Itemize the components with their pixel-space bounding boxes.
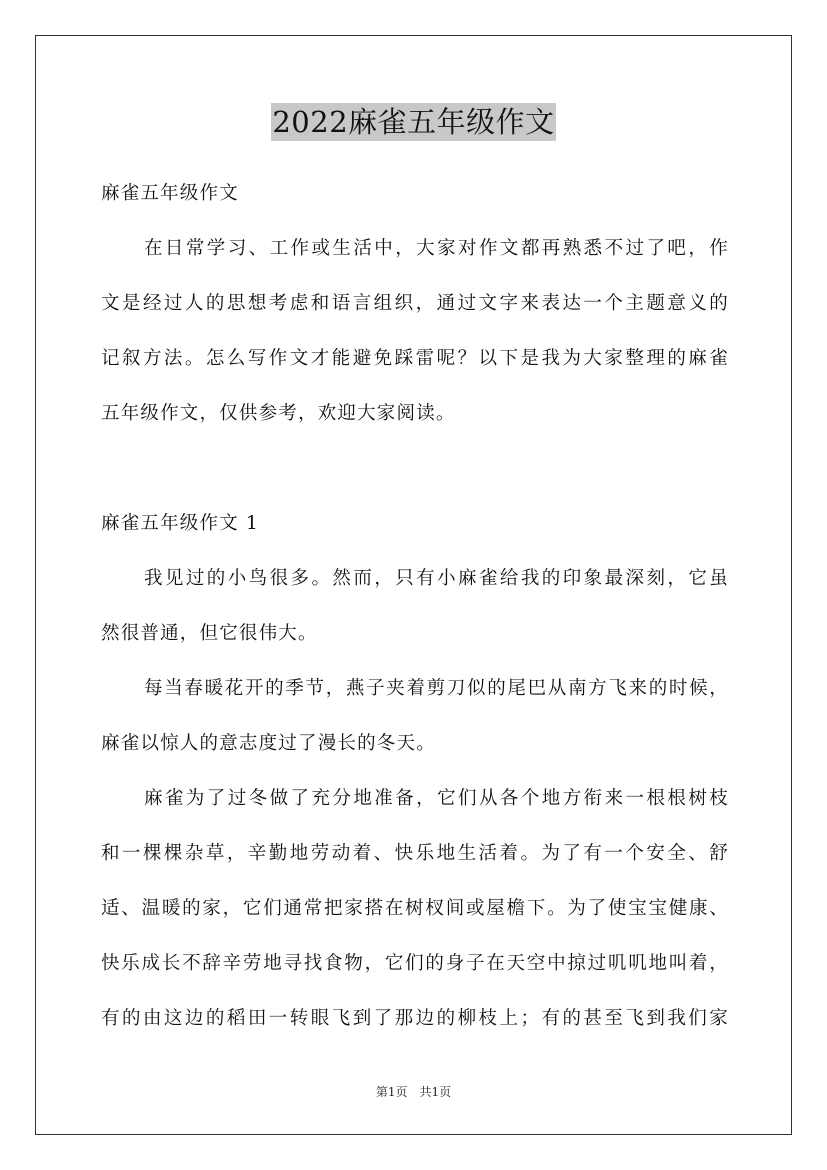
paragraph-line: 每当春暖花开的季节，燕子夹着剪刀似的尾巴从南方飞来的时候，: [144, 678, 729, 699]
paragraph-line: 和一棵棵杂草，辛勤地劳动着、快乐地生活着。为了有一个安全、舒: [101, 843, 729, 864]
document-title: 2022麻雀五年级作文: [272, 105, 555, 139]
paragraph-line: 然很普通，但它很伟大。: [101, 623, 318, 644]
paragraph-line: 有的由这边的稻田一转眼飞到了那边的柳枝上；有的甚至飞到我们家: [101, 1008, 729, 1029]
paragraph-line: 快乐成长不辞辛劳地寻找食物，它们的身子在天空中掠过叽叽地叫着，: [101, 953, 729, 974]
paragraph-line: 五年级作文，仅供参考，欢迎大家阅读。: [101, 403, 456, 424]
paragraph-line: 我见过的小鸟很多。然而，只有小麻雀给我的印象最深刻，它虽: [144, 568, 729, 589]
section-heading: 麻雀五年级作文 1: [101, 513, 259, 534]
paragraph-line: 在日常学习、工作或生活中，大家对作文都再熟悉不过了吧，作: [144, 238, 729, 259]
paragraph-line: 麻雀为了过冬做了充分地准备，它们从各个地方衔来一根根树枝: [144, 788, 729, 809]
blank-line: [101, 447, 729, 502]
paragraph-line: 文是经过人的思想考虑和语言组织，通过文字来表达一个主题意义的: [101, 293, 729, 314]
paragraph-line: 适、温暖的家，它们通常把家搭在树杈间或屋檐下。为了使宝宝健康、: [101, 898, 729, 919]
page-number-footer: 第1页 共1页: [375, 1085, 452, 1099]
section-heading: 麻雀五年级作文: [101, 183, 239, 204]
title-container: [0, 103, 827, 141]
paragraph-line: 麻雀以惊人的意志度过了漫长的冬天。: [101, 733, 436, 754]
paragraph-line: 记叙方法。怎么写作文才能避免踩雷呢？以下是我为大家整理的麻雀: [101, 348, 729, 369]
document-body: [101, 172, 729, 1052]
